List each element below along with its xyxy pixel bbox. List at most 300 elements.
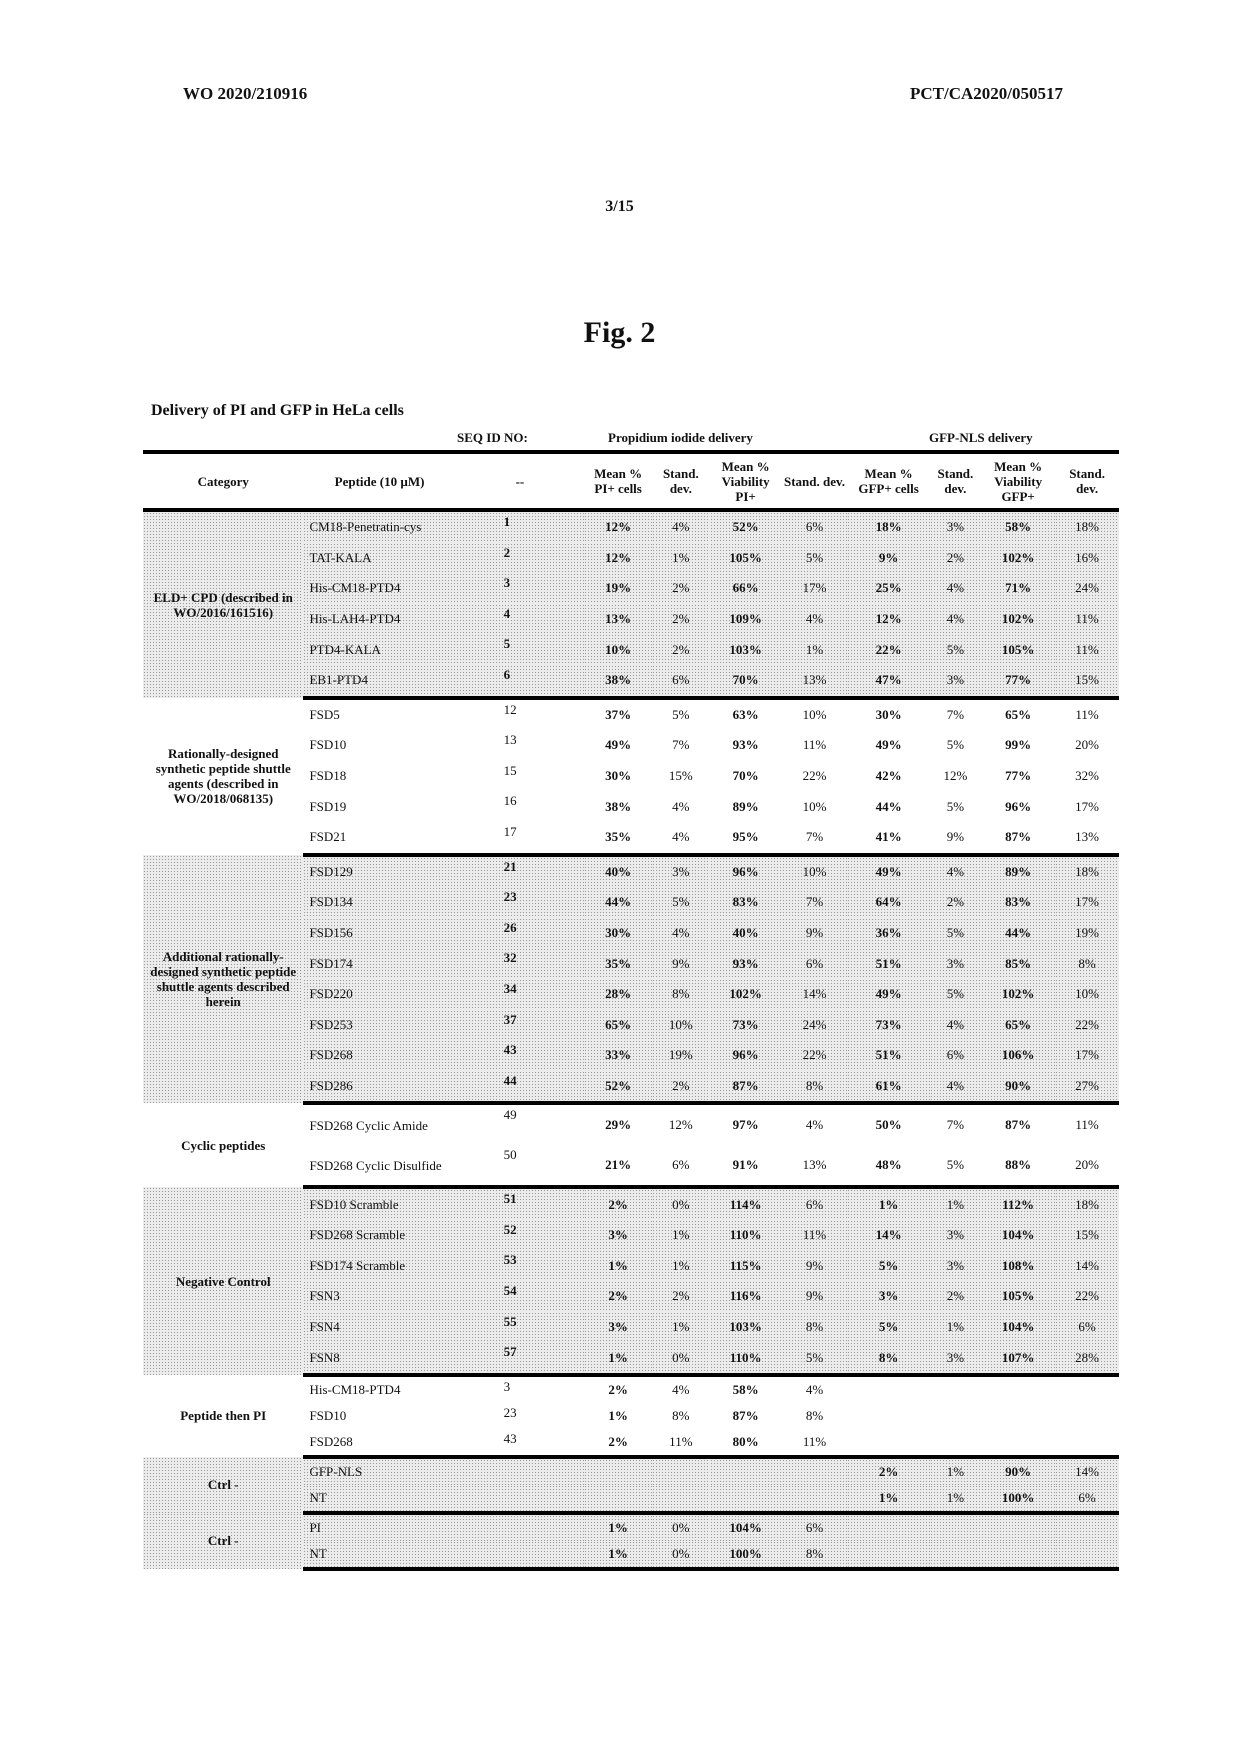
pi-sd-cell: 0% xyxy=(652,1342,710,1375)
mean-pi-cells-cell: 12% xyxy=(584,543,652,574)
seq-id-cell: 3 xyxy=(456,573,585,604)
seq-id-cell: 23 xyxy=(503,1404,517,1420)
pi-sd-cell: 4% xyxy=(672,798,690,814)
seq-id-cell xyxy=(456,1513,585,1541)
seq-id-cell: 15 xyxy=(503,762,517,778)
mean-gfp-cells-cell: 18% xyxy=(847,510,929,543)
pi-sd-cell: 1% xyxy=(652,1220,710,1251)
viability-gfp-cell: 104% xyxy=(981,1220,1055,1251)
viability-pi-cell: 104% xyxy=(710,1513,782,1541)
mean-pi-cells-cell: 10% xyxy=(584,634,652,665)
seq-id-cell: 6 xyxy=(456,665,585,698)
mean-pi-cells-cell: 1% xyxy=(608,1407,628,1423)
gfp-sd-cell xyxy=(930,1429,981,1457)
viability-gfp-cell: 87% xyxy=(1005,1117,1032,1133)
viability-pi-sd-cell: 8% xyxy=(782,1541,848,1569)
table-row xyxy=(143,1103,1119,1145)
seq-id-cell: 51 xyxy=(456,1187,585,1220)
viability-pi-cell: 80% xyxy=(710,1429,782,1457)
gfp-sd-cell: 2% xyxy=(930,887,981,918)
mean-pi-cells-cell: 35% xyxy=(584,822,652,855)
viability-pi-cell: 87% xyxy=(732,1407,759,1423)
viability-gfp-sd-cell: 18% xyxy=(1055,855,1119,888)
seq-id-cell: 54 xyxy=(456,1281,585,1312)
gfp-sd-cell xyxy=(930,1541,981,1569)
mean-pi-cells-cell: 1% xyxy=(584,1541,652,1569)
mean-pi-cells-cell: 2% xyxy=(584,1187,652,1220)
gfp-sd-cell: 1% xyxy=(930,1187,981,1220)
pi-sd-cell: 2% xyxy=(652,1281,710,1312)
viability-gfp-sd-cell: 22% xyxy=(1055,1281,1119,1312)
mean-pi-cells-cell xyxy=(584,1457,652,1485)
viability-pi-sd-cell: 4% xyxy=(805,1381,824,1397)
viability-gfp-cell xyxy=(981,1375,1055,1403)
viability-pi-cell xyxy=(710,1485,782,1513)
mean-gfp-cells-cell: 25% xyxy=(847,573,929,604)
seq-id-cell: 34 xyxy=(456,979,585,1010)
gfp-sd-cell: 7% xyxy=(946,706,965,722)
viability-gfp-sd-cell: 22% xyxy=(1055,1010,1119,1041)
mean-pi-cells-cell: 28% xyxy=(584,979,652,1010)
viability-gfp-sd-cell: 11% xyxy=(1055,634,1119,665)
gfp-sd-cell: 3% xyxy=(930,1342,981,1375)
viability-gfp-cell: 102% xyxy=(981,604,1055,635)
mean-gfp-cells-cell: 41% xyxy=(847,822,929,855)
gfp-sd-cell: 3% xyxy=(930,1250,981,1281)
viability-pi-sd-cell: 13% xyxy=(782,1145,848,1187)
peptide-cell: FSD253 xyxy=(303,1010,455,1041)
viability-pi-sd-cell: 7% xyxy=(782,887,848,918)
viability-gfp-sd-cell: 18% xyxy=(1055,1187,1119,1220)
viability-gfp-cell: 44% xyxy=(981,918,1055,949)
mean-gfp-cells-cell: 61% xyxy=(847,1071,929,1104)
table-body xyxy=(143,510,1119,1569)
mean-pi-cells-cell: 3% xyxy=(584,1312,652,1343)
gfp-sd-cell: 5% xyxy=(930,918,981,949)
viability-pi-cell: 70% xyxy=(710,665,782,698)
seq-id-cell: 4 xyxy=(456,604,585,635)
viability-pi-cell: 89% xyxy=(732,798,759,814)
mean-gfp-cells-cell xyxy=(847,1513,929,1541)
peptide-cell: FSN8 xyxy=(303,1342,455,1375)
gfp-sd-cell: 5% xyxy=(946,737,965,753)
col-header-seq-id: -- xyxy=(456,452,585,510)
peptide-cell: FSD268 xyxy=(303,1040,455,1071)
seq-id-cell: 43 xyxy=(456,1429,585,1457)
viability-gfp-sd-cell: 18% xyxy=(1055,510,1119,543)
mean-pi-cells-cell: 29% xyxy=(605,1117,632,1133)
gfp-sd-cell: 1% xyxy=(930,1485,981,1513)
viability-pi-cell: 93% xyxy=(732,737,759,753)
viability-pi-cell: 83% xyxy=(710,887,782,918)
viability-pi-sd-cell: 8% xyxy=(782,1071,848,1104)
viability-pi-cell: 114% xyxy=(710,1187,782,1220)
pi-sd-cell: 7% xyxy=(672,737,690,753)
viability-pi-sd-cell: 11% xyxy=(802,737,827,753)
viability-gfp-sd-cell: 32% xyxy=(1075,768,1099,784)
delivery-table-container xyxy=(143,428,1119,1571)
pi-sd-cell: 4% xyxy=(672,1381,690,1397)
peptide-cell: His-LAH4-PTD4 xyxy=(303,604,455,635)
pi-sd-cell: 8% xyxy=(652,979,710,1010)
mean-pi-cells-cell: 19% xyxy=(584,573,652,604)
mean-pi-cells-cell: 38% xyxy=(605,798,632,814)
viability-pi-cell: 103% xyxy=(710,1312,782,1343)
peptide-cell: FSD5 xyxy=(309,706,340,722)
viability-pi-cell: 110% xyxy=(710,1342,782,1375)
viability-pi-sd-cell: 8% xyxy=(805,1407,824,1423)
gfp-sd-cell xyxy=(930,1403,981,1429)
peptide-cell: PI xyxy=(303,1513,455,1541)
mean-gfp-cells-cell: 64% xyxy=(847,887,929,918)
viability-gfp-cell xyxy=(981,1541,1055,1569)
peptide-cell: FSD268 Scramble xyxy=(303,1220,455,1251)
viability-gfp-cell: 90% xyxy=(981,1457,1055,1485)
mean-gfp-cells-cell: 51% xyxy=(847,1040,929,1071)
seq-id-cell: 16 xyxy=(503,793,517,809)
viability-pi-cell: 40% xyxy=(710,918,782,949)
viability-gfp-cell xyxy=(981,1429,1055,1457)
peptide-cell: FSD134 xyxy=(303,887,455,918)
viability-pi-cell: 102% xyxy=(710,979,782,1010)
viability-gfp-cell xyxy=(981,1403,1055,1429)
pi-sd-cell: 0% xyxy=(652,1513,710,1541)
pi-sd-cell: 1% xyxy=(652,543,710,574)
viability-gfp-sd-cell: 20% xyxy=(1055,1145,1119,1187)
gfp-sd-cell: 1% xyxy=(930,1312,981,1343)
viability-pi-cell: 109% xyxy=(710,604,782,635)
viability-pi-sd-cell: 8% xyxy=(782,1312,848,1343)
mean-pi-cells-cell: 38% xyxy=(584,665,652,698)
viability-gfp-sd-cell: 6% xyxy=(1055,1485,1119,1513)
mean-pi-cells-cell: 37% xyxy=(605,706,632,722)
seq-id-cell: 5 xyxy=(456,634,585,665)
peptide-cell: FSN3 xyxy=(303,1281,455,1312)
col-header-viability-gfp-sd: Stand. dev. xyxy=(1055,452,1119,510)
viability-gfp-cell: 105% xyxy=(981,1281,1055,1312)
mean-pi-cells-cell xyxy=(584,1485,652,1513)
mean-gfp-cells-cell: 9% xyxy=(847,543,929,574)
gfp-sd-cell: 12% xyxy=(943,768,968,784)
seq-id-cell: 13 xyxy=(503,732,517,748)
viability-gfp-cell: 99% xyxy=(1005,737,1032,753)
mean-pi-cells-cell: 30% xyxy=(605,768,632,784)
viability-pi-sd-cell: 6% xyxy=(782,510,848,543)
table-row xyxy=(143,698,1119,731)
pi-sd-cell: 2% xyxy=(652,573,710,604)
mean-gfp-cells-cell: 12% xyxy=(847,604,929,635)
col-header-gfp-sd: Stand. dev. xyxy=(930,452,981,510)
mean-pi-cells-cell: 21% xyxy=(584,1145,652,1187)
viability-gfp-sd-cell: 28% xyxy=(1055,1342,1119,1375)
table-row xyxy=(143,855,1119,888)
gfp-sd-cell: 2% xyxy=(930,543,981,574)
viability-gfp-sd-cell: 15% xyxy=(1055,665,1119,698)
peptide-cell: FSD220 xyxy=(303,979,455,1010)
gfp-sd-cell: 4% xyxy=(930,573,981,604)
gfp-sd-cell: 4% xyxy=(930,1071,981,1104)
viability-gfp-sd-cell xyxy=(1055,1429,1119,1457)
seq-id-cell: 1 xyxy=(456,510,585,543)
seq-id-cell: 44 xyxy=(456,1071,585,1104)
mean-gfp-cells-cell: 36% xyxy=(847,918,929,949)
seq-id-cell xyxy=(456,1457,585,1485)
seq-id-cell: 12 xyxy=(503,701,517,717)
viability-pi-sd-cell: 24% xyxy=(782,1010,848,1041)
viability-pi-sd-cell: 17% xyxy=(782,573,848,604)
viability-gfp-cell: 77% xyxy=(1005,768,1032,784)
mean-gfp-cells-cell: 42% xyxy=(875,768,902,784)
pi-sd-cell: 6% xyxy=(652,665,710,698)
mean-gfp-cells-cell xyxy=(847,1403,929,1429)
pi-sd-cell: 15% xyxy=(668,768,693,784)
gfp-sd-cell xyxy=(930,1513,981,1541)
viability-pi-cell: 66% xyxy=(710,573,782,604)
viability-gfp-cell: 58% xyxy=(981,510,1055,543)
mean-gfp-cells-cell: 2% xyxy=(847,1457,929,1485)
seq-id-cell xyxy=(456,1541,585,1569)
table-row xyxy=(143,1375,1119,1403)
category-cell: Rationally-designed synthetic peptide shuttle agents (described in WO/2018/068135) xyxy=(155,746,291,807)
gfp-sd-cell: 4% xyxy=(930,855,981,888)
gfp-sd-cell: 3% xyxy=(930,1220,981,1251)
pi-sd-cell: 5% xyxy=(652,887,710,918)
viability-gfp-cell: 88% xyxy=(981,1145,1055,1187)
gfp-sd-cell: 2% xyxy=(930,1281,981,1312)
col-header-category: Category xyxy=(143,452,303,510)
viability-gfp-cell: 71% xyxy=(981,573,1055,604)
category-cell: Ctrl - xyxy=(143,1457,303,1513)
mean-gfp-cells-cell: 5% xyxy=(847,1312,929,1343)
viability-pi-cell: 96% xyxy=(710,1040,782,1071)
figure-title: Fig. 2 xyxy=(583,316,656,349)
viability-gfp-sd-cell: 17% xyxy=(1075,798,1099,814)
pi-sd-cell xyxy=(652,1457,710,1485)
viability-pi-sd-cell: 9% xyxy=(782,1281,848,1312)
peptide-cell: FSD10 Scramble xyxy=(303,1187,455,1220)
viability-gfp-cell: 90% xyxy=(981,1071,1055,1104)
viability-pi-sd-cell: 14% xyxy=(782,979,848,1010)
table-row xyxy=(143,1187,1119,1220)
page-number: 3/15 xyxy=(605,198,634,215)
peptide-cell: FSD268 Cyclic Amide xyxy=(309,1117,428,1133)
viability-pi-cell: 52% xyxy=(710,510,782,543)
gfp-sd-cell xyxy=(930,1375,981,1403)
viability-pi-sd-cell: 4% xyxy=(782,604,848,635)
viability-gfp-sd-cell: 19% xyxy=(1055,918,1119,949)
viability-pi-sd-cell: 10% xyxy=(782,855,848,888)
seq-id-cell: 17 xyxy=(456,822,585,855)
seq-id-cell: 43 xyxy=(456,1040,585,1071)
viability-gfp-sd-cell: 13% xyxy=(1055,822,1119,855)
viability-gfp-cell: 112% xyxy=(981,1187,1055,1220)
viability-pi-sd-cell: 1% xyxy=(782,634,848,665)
viability-pi-cell: 96% xyxy=(710,855,782,888)
peptide-cell: TAT-KALA xyxy=(303,543,455,574)
mean-gfp-cells-cell: 5% xyxy=(847,1250,929,1281)
pi-sd-cell: 2% xyxy=(652,634,710,665)
mean-gfp-cells-cell: 51% xyxy=(847,948,929,979)
mean-gfp-cells-cell: 48% xyxy=(847,1145,929,1187)
viability-pi-cell: 58% xyxy=(732,1381,759,1397)
viability-gfp-sd-cell: 27% xyxy=(1055,1071,1119,1104)
viability-pi-cell: 70% xyxy=(732,768,759,784)
viability-gfp-cell: 65% xyxy=(1005,706,1032,722)
mean-gfp-cells-cell: 14% xyxy=(847,1220,929,1251)
seq-id-cell: 53 xyxy=(456,1250,585,1281)
viability-pi-cell: 95% xyxy=(710,822,782,855)
viability-pi-sd-cell: 7% xyxy=(782,822,848,855)
category-cell: Peptide then PI xyxy=(180,1408,267,1424)
seq-id-cell: 57 xyxy=(456,1342,585,1375)
viability-pi-sd-cell: 9% xyxy=(782,1250,848,1281)
gfp-sd-cell: 6% xyxy=(930,1040,981,1071)
table-header-row xyxy=(143,452,1119,510)
mean-pi-cells-cell: 30% xyxy=(584,918,652,949)
viability-gfp-sd-cell: 20% xyxy=(1075,737,1099,753)
viability-gfp-sd-cell: 11% xyxy=(1055,604,1119,635)
category-cell: Cyclic peptides xyxy=(181,1137,266,1153)
seq-id-cell: 26 xyxy=(456,918,585,949)
pi-sd-cell: 0% xyxy=(652,1541,710,1569)
viability-pi-cell: 116% xyxy=(710,1281,782,1312)
mean-gfp-cells-cell: 49% xyxy=(875,737,902,753)
mean-gfp-cells-cell: 49% xyxy=(847,855,929,888)
mean-gfp-cells-cell: 73% xyxy=(847,1010,929,1041)
seq-id-cell: 37 xyxy=(456,1010,585,1041)
viability-gfp-cell: 65% xyxy=(981,1010,1055,1041)
mean-gfp-cells-cell: 8% xyxy=(847,1342,929,1375)
viability-pi-sd-cell: 6% xyxy=(782,1513,848,1541)
mean-gfp-cells-cell: 22% xyxy=(847,634,929,665)
col-header-peptide: Peptide (10 µM) xyxy=(303,452,455,510)
gfp-sd-cell: 1% xyxy=(930,1457,981,1485)
viability-pi-sd-cell: 11% xyxy=(782,1220,848,1251)
mean-pi-cells-cell: 1% xyxy=(584,1513,652,1541)
col-header-viability-pi: Mean % Viability PI+ xyxy=(710,452,782,510)
pi-sd-cell: 8% xyxy=(672,1407,690,1423)
gfp-delivery-group-header: GFP-NLS delivery xyxy=(929,430,1033,445)
peptide-cell: PTD4-KALA xyxy=(303,634,455,665)
viability-pi-cell: 91% xyxy=(710,1145,782,1187)
mean-pi-cells-cell: 2% xyxy=(584,1429,652,1457)
viability-pi-sd-cell: 10% xyxy=(802,798,827,814)
pi-delivery-group-header: Propidium iodide delivery xyxy=(608,430,753,445)
viability-pi-cell: 93% xyxy=(710,948,782,979)
peptide-cell: FSD10 xyxy=(309,1407,347,1423)
mean-gfp-cells-cell: 30% xyxy=(875,706,902,722)
table-row xyxy=(143,1513,1119,1541)
viability-pi-sd-cell: 13% xyxy=(782,665,848,698)
viability-pi-cell: 103% xyxy=(710,634,782,665)
viability-pi-cell: 100% xyxy=(710,1541,782,1569)
viability-gfp-cell: 108% xyxy=(981,1250,1055,1281)
pi-sd-cell: 3% xyxy=(652,855,710,888)
pi-sd-cell: 4% xyxy=(652,918,710,949)
viability-pi-cell: 110% xyxy=(710,1220,782,1251)
peptide-cell: FSD174 Scramble xyxy=(303,1250,455,1281)
viability-gfp-sd-cell xyxy=(1055,1541,1119,1569)
seq-id-cell xyxy=(456,1485,585,1513)
gfp-sd-cell: 9% xyxy=(930,822,981,855)
viability-gfp-cell: 87% xyxy=(981,822,1055,855)
mean-pi-cells-cell: 12% xyxy=(584,510,652,543)
mean-pi-cells-cell: 3% xyxy=(584,1220,652,1251)
seq-id-cell: 3 xyxy=(503,1378,511,1394)
mean-pi-cells-cell: 2% xyxy=(608,1381,628,1397)
gfp-sd-cell: 5% xyxy=(930,634,981,665)
viability-gfp-cell: 100% xyxy=(981,1485,1055,1513)
viability-pi-sd-cell: 10% xyxy=(802,706,827,722)
pi-sd-cell: 1% xyxy=(652,1250,710,1281)
peptide-cell: FSD129 xyxy=(303,855,455,888)
viability-gfp-sd-cell: 17% xyxy=(1055,1040,1119,1071)
mean-gfp-cells-cell: 47% xyxy=(847,665,929,698)
peptide-cell: FSD18 xyxy=(309,768,347,784)
mean-gfp-cells-cell: 1% xyxy=(847,1187,929,1220)
gfp-sd-cell: 4% xyxy=(930,604,981,635)
seq-id-group-header: SEQ ID NO: xyxy=(457,430,528,445)
peptide-cell: NT xyxy=(303,1485,455,1513)
category-cell: ELD+ CPD (described in WO/2016/161516) xyxy=(143,510,303,698)
peptide-cell: His-CM18-PTD4 xyxy=(309,1381,401,1397)
viability-pi-sd-cell: 5% xyxy=(782,543,848,574)
viability-gfp-cell xyxy=(981,1513,1055,1541)
peptide-cell: His-CM18-PTD4 xyxy=(303,573,455,604)
viability-pi-cell: 87% xyxy=(710,1071,782,1104)
mean-gfp-cells-cell: 3% xyxy=(847,1281,929,1312)
viability-gfp-sd-cell: 10% xyxy=(1055,979,1119,1010)
peptide-cell: FSD19 xyxy=(309,798,347,814)
seq-id-cell: 21 xyxy=(456,855,585,888)
table-title: Delivery of PI and GFP in HeLa cells xyxy=(151,402,404,419)
mean-gfp-cells-cell xyxy=(847,1429,929,1457)
viability-gfp-sd-cell: 17% xyxy=(1055,887,1119,918)
pi-sd-cell: 5% xyxy=(672,706,690,722)
viability-pi-cell: 105% xyxy=(710,543,782,574)
gfp-sd-cell: 7% xyxy=(946,1117,965,1133)
peptide-cell: NT xyxy=(303,1541,455,1569)
pi-sd-cell: 12% xyxy=(668,1117,693,1133)
mean-pi-cells-cell: 35% xyxy=(584,948,652,979)
gfp-sd-cell: 4% xyxy=(930,1010,981,1041)
peptide-cell: FSD10 xyxy=(309,737,347,753)
viability-pi-sd-cell xyxy=(782,1457,848,1485)
viability-gfp-sd-cell: 14% xyxy=(1055,1250,1119,1281)
gfp-sd-cell: 3% xyxy=(930,665,981,698)
seq-id-cell: 52 xyxy=(456,1220,585,1251)
pi-sd-cell: 9% xyxy=(652,948,710,979)
col-header-viability-gfp: Mean % Viability GFP+ xyxy=(981,452,1055,510)
pi-sd-cell: 19% xyxy=(652,1040,710,1071)
category-cell: Negative Control xyxy=(143,1187,303,1375)
seq-id-cell: 50 xyxy=(456,1145,585,1187)
mean-pi-cells-cell: 2% xyxy=(584,1281,652,1312)
viability-pi-cell: 73% xyxy=(710,1010,782,1041)
viability-pi-cell: 115% xyxy=(710,1250,782,1281)
mean-pi-cells-cell: 1% xyxy=(584,1342,652,1375)
viability-gfp-sd-cell: 6% xyxy=(1055,1312,1119,1343)
viability-gfp-sd-cell xyxy=(1055,1513,1119,1541)
gfp-sd-cell: 3% xyxy=(930,948,981,979)
viability-pi-sd-cell: 9% xyxy=(782,918,848,949)
peptide-cell: FSD268 xyxy=(303,1429,455,1457)
viability-pi-sd-cell: 5% xyxy=(782,1342,848,1375)
viability-pi-sd-cell: 4% xyxy=(805,1117,824,1133)
viability-gfp-sd-cell: 15% xyxy=(1055,1220,1119,1251)
col-header-pi-sd: Stand. dev. xyxy=(652,452,710,510)
mean-pi-cells-cell: 13% xyxy=(584,604,652,635)
